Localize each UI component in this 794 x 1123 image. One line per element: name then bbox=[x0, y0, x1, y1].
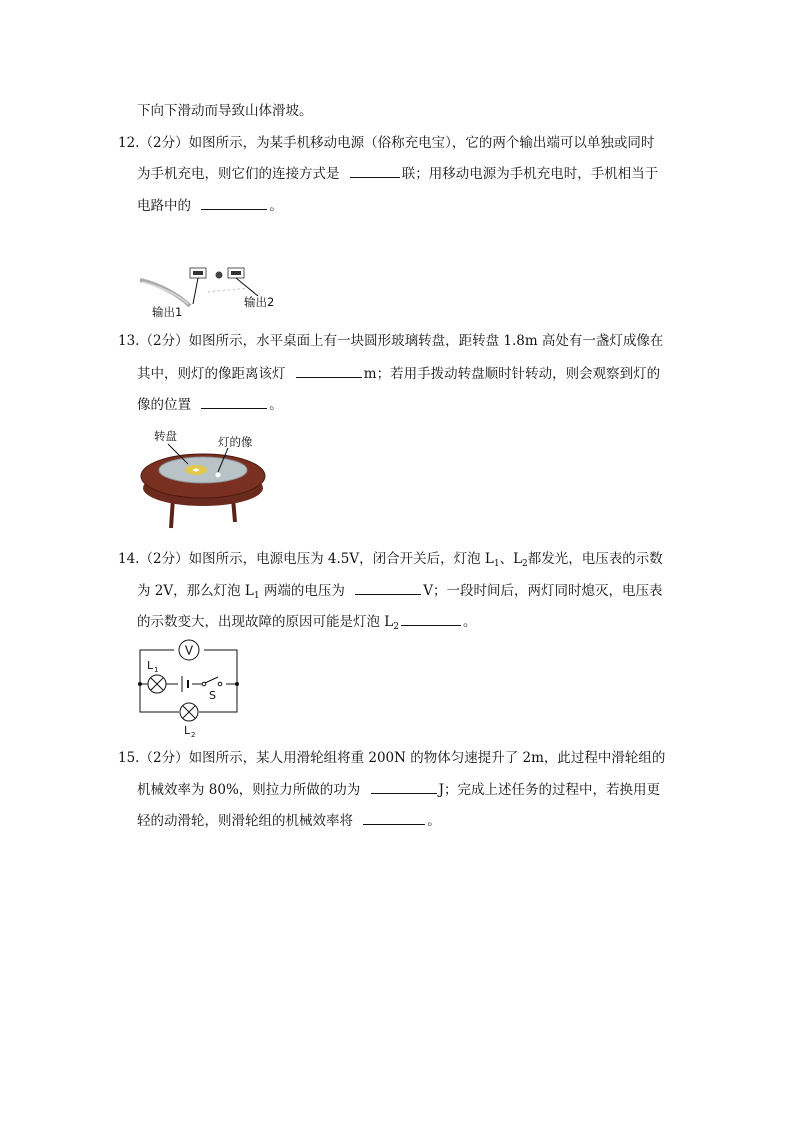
q14-score: （2分） bbox=[139, 551, 189, 567]
l1-symbol-sub: 1 bbox=[154, 666, 159, 674]
q13-blank-1[interactable] bbox=[296, 363, 362, 378]
q13-score: （2分） bbox=[139, 333, 189, 349]
q12-blank-1[interactable] bbox=[350, 163, 400, 178]
q14-line-3 bbox=[137, 611, 477, 632]
q14-line3-sub: 2 bbox=[393, 622, 399, 632]
q14-line2a: 为 2V，那么灯泡 L bbox=[137, 583, 254, 599]
q13-stem: 如图所示，水平桌面上有一块圆形玻璃转盘，距转盘 1.8m 高处有一盏灯成像在 bbox=[188, 333, 664, 349]
q15-number: 15. bbox=[118, 750, 140, 766]
q14-number: 14. bbox=[118, 551, 140, 567]
q13-line-1 bbox=[118, 331, 663, 351]
q14-line-2 bbox=[137, 580, 662, 601]
q13-line-3 bbox=[137, 394, 283, 415]
q14-circuit-figure bbox=[134, 638, 244, 740]
q15-blank-1[interactable] bbox=[371, 779, 437, 794]
q15-line-2 bbox=[137, 779, 660, 800]
q12-fig-label-output2: 输出2 bbox=[244, 295, 275, 309]
q15-line-3 bbox=[137, 810, 441, 831]
q12-line3a: 电路中的 bbox=[137, 198, 191, 214]
q14-line1-sub1: 1 bbox=[493, 559, 500, 569]
q13-line2b: m；若用手拨动转盘顺时针转动，则会观察到灯的 bbox=[363, 366, 661, 382]
q13-fig-label-image: 灯的像 bbox=[218, 435, 253, 449]
q14-line-1 bbox=[118, 549, 663, 569]
l2-symbol-sub: 2 bbox=[191, 731, 196, 739]
q13-line-2 bbox=[137, 363, 660, 384]
q15-line2a: 机械效率为 80%，则拉力所做的功为 bbox=[137, 782, 361, 798]
q12-line-3 bbox=[137, 195, 283, 216]
q12-fig-label-output1: 输出1 bbox=[152, 305, 183, 319]
q12-blank-2[interactable] bbox=[201, 195, 267, 210]
q15-line-1 bbox=[118, 748, 665, 768]
q12-stem: 如图所示，为某手机移动电源（俗称充电宝），它的两个输出端可以单独或同时 bbox=[188, 135, 655, 151]
q12-number: 12. bbox=[118, 135, 140, 151]
q14-line2b: 两端的电压为 bbox=[259, 583, 345, 599]
q13-line2a: 其中，则灯的像距离该灯 bbox=[137, 366, 286, 382]
circuit-diagram-icon bbox=[134, 638, 244, 740]
q15-score: （2分） bbox=[139, 750, 189, 766]
q12-score: （2分） bbox=[139, 135, 189, 151]
q13-line3b: 。 bbox=[269, 397, 283, 413]
q14-line1b: 、L bbox=[499, 551, 523, 567]
voltmeter-symbol-label: V bbox=[184, 643, 194, 658]
q14-line3a: 的示数变大，出现故障的原因可能是灯泡 L bbox=[137, 614, 394, 630]
q12-line2b: 联；用移动电源为手机充电时，手机相当于 bbox=[401, 166, 659, 182]
q13-blank-2[interactable] bbox=[201, 394, 267, 409]
q12-line-2 bbox=[137, 163, 658, 184]
q14-line3b: 。 bbox=[463, 614, 477, 630]
q15-line3b: 。 bbox=[427, 813, 441, 829]
switch-symbol-label: S bbox=[209, 689, 216, 702]
q12-line-1 bbox=[118, 133, 654, 153]
q12-power-bank-figure bbox=[138, 262, 288, 322]
q14-line1-sub2: 2 bbox=[522, 559, 528, 569]
q15-stem: 如图所示，某人用滑轮组将重 200N 的物体匀速提升了 2m，此过程中滑轮组的 bbox=[188, 750, 666, 766]
q14-blank-2[interactable] bbox=[401, 611, 461, 626]
q14-line2c: V；一段时间后，两灯同时熄灭，电压表 bbox=[423, 583, 663, 599]
q15-line2b: J；完成上述任务的过程中，若换用更 bbox=[438, 782, 661, 798]
q12-line2a: 为手机充电，则它们的连接方式是 bbox=[137, 166, 340, 182]
l2-symbol-label: L bbox=[184, 724, 191, 737]
q13-turntable-figure bbox=[138, 426, 268, 532]
q15-line3a: 轻的动滑轮，则滑轮组的机械效率将 bbox=[137, 813, 353, 829]
q15-blank-2[interactable] bbox=[363, 810, 425, 825]
q12-line3b: 。 bbox=[269, 198, 283, 214]
q11-tail-text: 下向下滑动而导致山体滑坡。 bbox=[137, 103, 313, 119]
q14-blank-1[interactable] bbox=[355, 580, 421, 595]
q14-line1a: 如图所示，电源电压为 4.5V，闭合开关后，灯泡 L bbox=[188, 551, 494, 567]
l1-symbol-label: L bbox=[147, 659, 154, 672]
q13-fig-label-turntable: 转盘 bbox=[154, 429, 177, 443]
q14-line2-sub: 1 bbox=[253, 591, 260, 601]
q14-line1c: 都发光，电压表的示数 bbox=[527, 551, 663, 567]
q13-number: 13. bbox=[118, 333, 140, 349]
q13-line3a: 像的位置 bbox=[137, 397, 191, 413]
